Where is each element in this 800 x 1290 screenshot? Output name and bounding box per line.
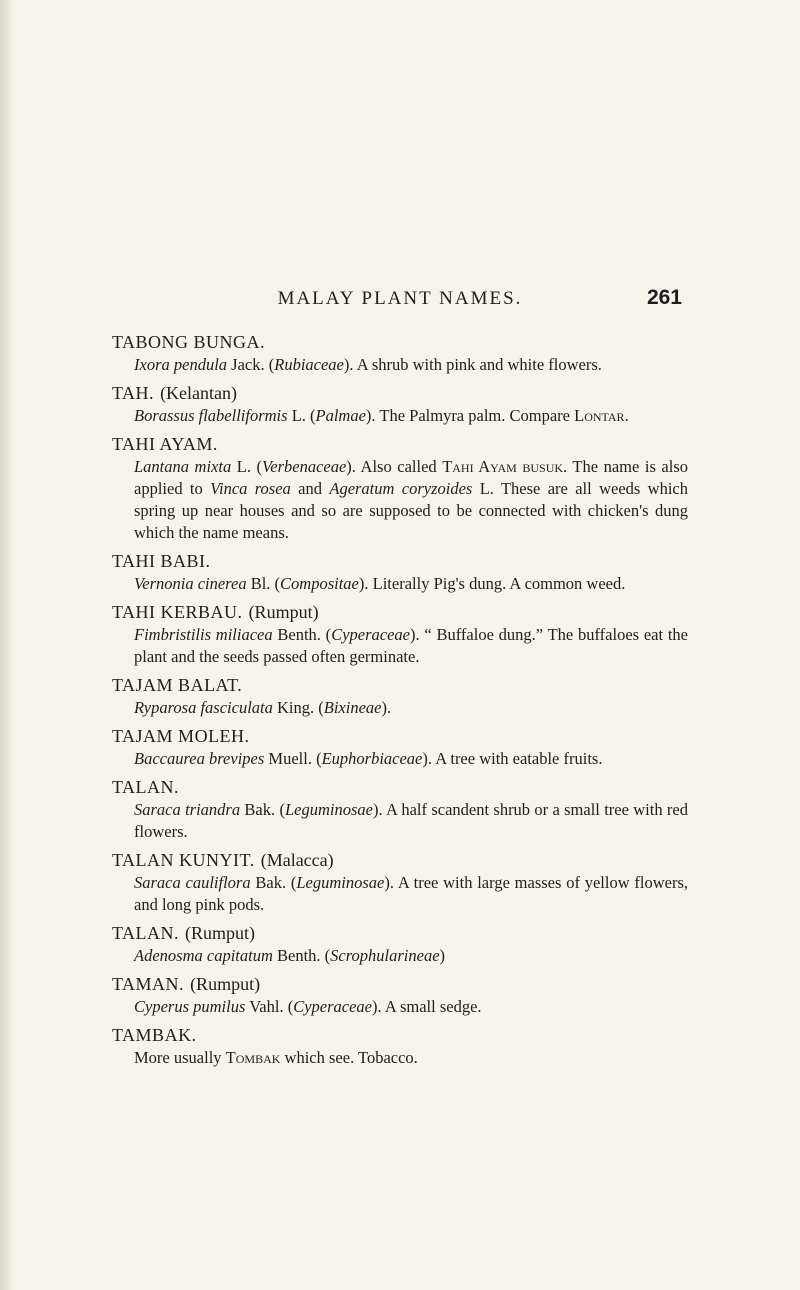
running-title: MALAY PLANT NAMES. bbox=[277, 288, 523, 309]
headword-locale: (Malacca) bbox=[260, 850, 334, 870]
cross-reference: Tombak bbox=[225, 1048, 281, 1067]
cross-reference: Tahi Ayam busuk bbox=[442, 457, 564, 476]
description-text: Benth. ( bbox=[272, 625, 332, 644]
entry-description bbox=[112, 697, 688, 719]
description-text: L. ( bbox=[287, 406, 316, 425]
entry-description bbox=[112, 945, 688, 967]
description-text: . The name is also applied to bbox=[134, 457, 688, 498]
entry-description bbox=[112, 799, 688, 843]
entry-headword bbox=[112, 432, 688, 456]
botanical-name: Compositae bbox=[280, 574, 359, 593]
botanical-name: Verbenaceae bbox=[262, 457, 347, 476]
entry-headword bbox=[112, 600, 688, 624]
entry-description bbox=[112, 748, 688, 770]
glossary-entry bbox=[112, 381, 688, 427]
glossary-entry bbox=[112, 848, 688, 916]
description-text: ). Also called bbox=[346, 457, 443, 476]
entry-description bbox=[112, 996, 688, 1018]
botanical-name: Vernonia cinerea bbox=[134, 574, 247, 593]
entry-headword bbox=[112, 921, 688, 945]
headword-text: TAH. bbox=[112, 383, 155, 403]
botanical-name: Ixora pendula bbox=[134, 355, 228, 374]
entry-headword bbox=[112, 330, 688, 354]
description-text: Bak. ( bbox=[240, 800, 285, 819]
headword-text: TALAN. bbox=[112, 777, 180, 797]
description-text: More usually bbox=[134, 1048, 226, 1067]
description-text: L. ( bbox=[231, 457, 262, 476]
botanical-name: Ageratum coryzoides bbox=[329, 479, 473, 498]
botanical-name: Ryparosa fasciculata bbox=[134, 698, 273, 717]
entry-description bbox=[112, 405, 688, 427]
headword-text: TALAN. bbox=[112, 923, 180, 943]
botanical-name: Lantana mixta bbox=[134, 457, 232, 476]
page-gutter-shadow bbox=[0, 0, 14, 1290]
entry-description bbox=[112, 872, 688, 916]
glossary-entry bbox=[112, 330, 688, 376]
glossary-entry bbox=[112, 972, 688, 1018]
botanical-name: Saraca triandra bbox=[134, 800, 241, 819]
description-text: . bbox=[624, 406, 629, 425]
headword-locale: (Rumput) bbox=[248, 602, 319, 622]
description-text: King. ( bbox=[272, 698, 324, 717]
headword-text: TALAN KUNYIT. bbox=[112, 850, 255, 870]
headword-text: TABONG BUNGA. bbox=[112, 332, 266, 352]
entry-description bbox=[112, 456, 688, 544]
description-text: L. These are all weeds which spring up near houses and so are supposed to be connected with chicken's dung which the name means. bbox=[134, 479, 688, 542]
entry-headword bbox=[112, 848, 688, 872]
headword-text: TAMBAK. bbox=[112, 1025, 197, 1045]
entry-description bbox=[112, 573, 688, 595]
botanical-name: Adenosma capitatum bbox=[134, 946, 273, 965]
running-head bbox=[0, 288, 800, 318]
botanical-name: Cyperaceae bbox=[293, 997, 372, 1016]
description-text: Muell. ( bbox=[264, 749, 322, 768]
botanical-name: Cyperus pumilus bbox=[134, 997, 246, 1016]
headword-text: TAHI AYAM. bbox=[112, 434, 218, 454]
description-text: Benth. ( bbox=[272, 946, 331, 965]
entry-headword bbox=[112, 972, 688, 996]
description-text: and bbox=[290, 479, 330, 498]
headword-text: TAMAN. bbox=[112, 974, 185, 994]
description-text: Jack. ( bbox=[227, 355, 275, 374]
entry-headword bbox=[112, 724, 688, 748]
cross-reference: Lontar bbox=[574, 406, 625, 425]
glossary-entry bbox=[112, 600, 688, 668]
description-text: ). Literally Pig's dung. A common weed. bbox=[358, 574, 626, 593]
glossary-entry bbox=[112, 724, 688, 770]
headword-text: TAJAM MOLEH. bbox=[112, 726, 250, 746]
botanical-name: Baccaurea brevipes bbox=[134, 749, 265, 768]
botanical-name: Bixineae bbox=[323, 698, 382, 717]
entry-headword bbox=[112, 775, 688, 799]
botanical-name: Scrophularineae bbox=[330, 946, 440, 965]
description-text: ). A half scandent shrub or a small tree with red flowers. bbox=[134, 800, 689, 841]
description-text: ). A small sedge. bbox=[372, 997, 482, 1016]
description-text: ). A shrub with pink and white flowers. bbox=[343, 355, 602, 374]
entry-description bbox=[112, 1047, 688, 1069]
botanical-name: Vinca rosea bbox=[210, 479, 291, 498]
entry-description bbox=[112, 624, 688, 668]
description-text: ). A tree with eatable fruits. bbox=[422, 749, 603, 768]
glossary-entry bbox=[112, 921, 688, 967]
botanical-name: Rubiaceae bbox=[274, 355, 344, 374]
headword-locale: (Rumput) bbox=[185, 923, 256, 943]
description-text: which see. Tobacco. bbox=[280, 1048, 418, 1067]
glossary-entry bbox=[112, 549, 688, 595]
page-number: 261 bbox=[646, 286, 682, 309]
glossary-entry bbox=[112, 1023, 688, 1069]
description-text: ) bbox=[439, 946, 446, 965]
botanical-name: Borassus flabelliformis bbox=[134, 406, 288, 425]
glossary-entry bbox=[112, 673, 688, 719]
description-text: ). The Palmyra palm. Compare bbox=[365, 406, 575, 425]
entry-headword bbox=[112, 1023, 688, 1047]
description-text: ). “ Buffaloe dung.” The buffaloes eat the plant and the seeds passed often germinate. bbox=[134, 625, 688, 666]
description-text: ). A tree with large masses of yellow flowers, and long pink pods. bbox=[134, 873, 688, 914]
glossary-entries bbox=[112, 330, 688, 1074]
description-text: ). bbox=[381, 698, 392, 717]
headword-text: TAHI BABI. bbox=[112, 551, 211, 571]
entry-description bbox=[112, 354, 688, 376]
description-text: Vahl. ( bbox=[245, 997, 294, 1016]
botanical-name: Fimbristilis miliacea bbox=[134, 625, 273, 644]
botanical-name: Cyperaceae bbox=[331, 625, 410, 644]
entry-headword bbox=[112, 673, 688, 697]
description-text: Bak. ( bbox=[250, 873, 297, 892]
headword-text: TAHI KERBAU. bbox=[112, 602, 243, 622]
glossary-entry bbox=[112, 775, 688, 843]
description-text: Bl. ( bbox=[246, 574, 281, 593]
headword-text: TAJAM BALAT. bbox=[112, 675, 243, 695]
botanical-name: Leguminosae bbox=[296, 873, 385, 892]
entry-headword bbox=[112, 381, 688, 405]
botanical-name: Palmae bbox=[315, 406, 366, 425]
glossary-entry bbox=[112, 432, 688, 544]
botanical-name: Euphorbiaceae bbox=[321, 749, 423, 768]
headword-locale: (Kelantan) bbox=[160, 383, 238, 403]
headword-locale: (Rumput) bbox=[190, 974, 261, 994]
botanical-name: Leguminosae bbox=[284, 800, 373, 819]
botanical-name: Saraca cauliflora bbox=[134, 873, 251, 892]
entry-headword bbox=[112, 549, 688, 573]
